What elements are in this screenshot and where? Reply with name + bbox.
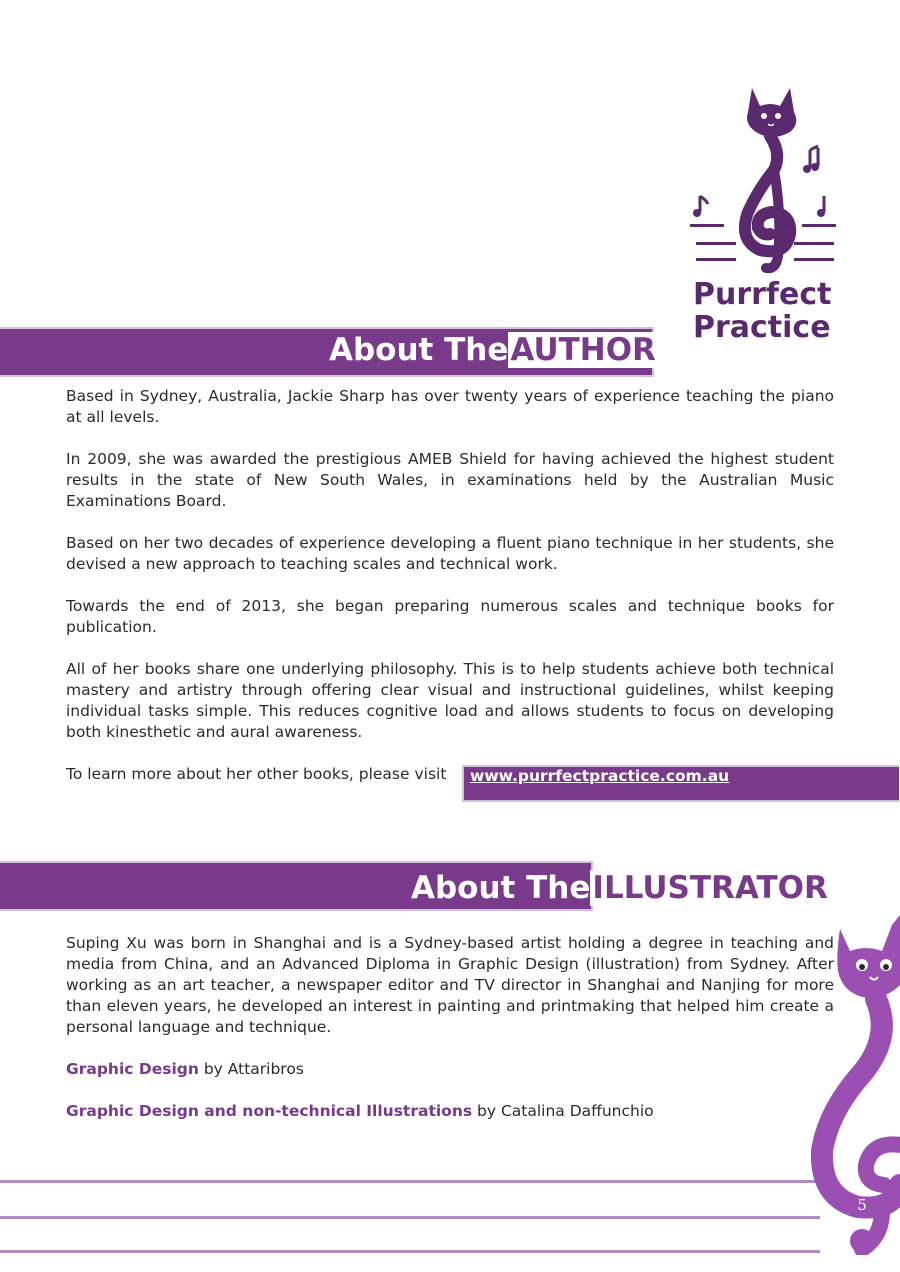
author-paragraph: Towards the end of 2013, she began preparing numerous scales and technique books for publication. xyxy=(66,597,834,636)
author-heading-about: About The xyxy=(329,332,509,368)
illustrator-heading-accent: ILLUSTRATOR xyxy=(592,870,828,906)
illustrator-heading-about: About The xyxy=(411,870,591,906)
illustrator-paragraph: Suping Xu was born in Shanghai and is a Sydney-based artist holding a degree in teaching and media from China, and an Advanced Diploma in Graphic Design (illustration) from Sydney. After working as an art teacher, a newspaper editor and TV director in Shanghai and Nanjing for more than eleven years, he developed an interest in painting and printmaking that helped him create a personal language and technique. xyxy=(66,934,834,1036)
visit-text: To learn more about her other books, please visit xyxy=(66,765,447,783)
author-paragraph: Based in Sydney, Australia, Jackie Sharp has over twenty years of experience teaching the piano at all levels. xyxy=(66,387,834,426)
credit-role: Graphic Design and non-technical Illustrations xyxy=(66,1102,473,1120)
logo-line-2: Practice xyxy=(693,310,831,345)
staff-line xyxy=(0,1180,820,1183)
author-body xyxy=(66,386,834,785)
author-paragraph: In 2009, she was awarded the prestigious AMEB Shield for having achieved the highest student results in the state of New South Wales, in examinations held by the Australian Music Examinations Board. xyxy=(66,450,834,510)
page-number: 5 xyxy=(857,1196,867,1214)
website-link[interactable]: www.purrfectpractice.com.au xyxy=(470,767,730,785)
credit-line xyxy=(66,1059,834,1080)
author-paragraph: Based on her two decades of experience developing a fluent piano technique in her students, she devised a new approach to teaching scales and technical work. xyxy=(66,534,834,573)
illustrator-heading xyxy=(411,866,830,910)
staff-line xyxy=(0,1250,820,1253)
cat-treble-clef-decoration-icon xyxy=(792,915,900,1255)
staff-line xyxy=(0,1216,820,1219)
author-paragraph: All of her books share one underlying philosophy. This is to help students achieve both technical mastery and artistry through offering clear visual and instructional guidelines, whilst keeping individual tasks simple. This reduces cognitive load and allows students to focus on developing both kinesthetic and aural awareness. xyxy=(66,660,834,741)
credit-by: by Catalina Daffunchio xyxy=(477,1102,654,1120)
logo-wordmark xyxy=(693,278,843,344)
illustrator-body xyxy=(66,933,834,1143)
credit-role: Graphic Design xyxy=(66,1060,199,1078)
author-heading-accent: AUTHOR xyxy=(510,332,656,368)
author-heading xyxy=(329,328,658,372)
credit-by: by Attaribros xyxy=(203,1060,304,1078)
credit-line xyxy=(66,1101,834,1122)
logo-line-1: Purrfect xyxy=(693,277,832,312)
